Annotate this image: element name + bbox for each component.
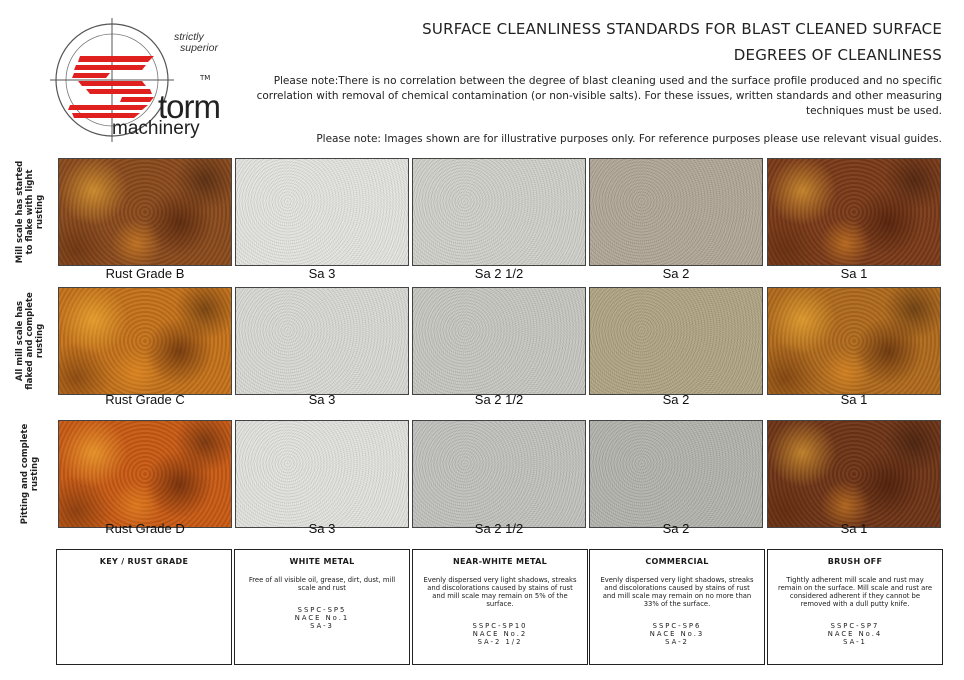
key-standards — [421, 622, 579, 646]
brand-tagline — [162, 32, 218, 54]
sa-grade-caption: Sa 1 — [840, 392, 868, 407]
standard-code: SA-3 — [310, 622, 334, 630]
correlation-note: Please note:There is no correlation between the degree of blast cleaning used and the surface profile produced and no specific correlation with removal of chemical contamination (or non-visible salts). For these issues, written standards and other measuring techniques must be used. — [256, 75, 942, 117]
surface-sample-image — [767, 287, 941, 395]
sa-grade-caption: Sa 2 — [662, 266, 690, 281]
brand-name-machinery: machinery — [112, 118, 200, 139]
key-box — [234, 549, 410, 665]
surface-sample-image — [412, 420, 586, 528]
trademark-mark: TM — [200, 74, 211, 82]
rust-grade-caption: Rust Grade D — [105, 521, 185, 536]
surface-sample-image — [235, 287, 409, 395]
standard-code: NACE No.4 — [827, 630, 883, 638]
sa-grade-caption: Sa 2 — [662, 521, 690, 536]
key-title: BRUSH OFF — [827, 557, 883, 566]
surface-sample-image — [589, 287, 763, 395]
page-title: SURFACE CLEANLINESS STANDARDS FOR BLAST CLEANED SURFACE — [422, 20, 942, 38]
standard-code: NACE No.3 — [649, 630, 705, 638]
surface-sample-image — [58, 420, 232, 528]
sa-grade-caption: Sa 3 — [308, 392, 336, 407]
key-description: Free of all visible oil, grease, dirt, dust, mill scale and rust — [248, 576, 396, 592]
key-box — [412, 549, 588, 665]
key-title: NEAR-WHITE METAL — [452, 557, 548, 566]
standard-code: NACE No.2 — [472, 630, 528, 638]
sa-grade-caption: Sa 3 — [308, 521, 336, 536]
key-title: COMMERCIAL — [645, 557, 709, 566]
key-standards — [776, 622, 934, 646]
tagline-line2: superior — [180, 42, 218, 54]
rust-grade-caption: Rust Grade B — [105, 266, 185, 281]
standard-code: SSPC-SP6 — [652, 622, 702, 630]
illustrative-note: Please note: Images shown are for illustrative purposes only. For reference purposes please use relevant visual guides. — [316, 133, 942, 145]
surface-sample-image — [589, 420, 763, 528]
key-description: Tightly adherent mill scale and rust may remain on the surface. Mill scale and rust are considered adherent if they cannot be removed with a dull putty knife. — [777, 576, 933, 608]
surface-sample-image — [235, 420, 409, 528]
standard-code: SA-2 1/2 — [477, 638, 523, 646]
row-side-label: Pitting and complete rusting — [20, 423, 40, 525]
surface-sample-image — [412, 158, 586, 266]
sa-grade-caption: Sa 3 — [308, 266, 336, 281]
surface-sample-image — [767, 158, 941, 266]
sa-grade-caption: Sa 2 — [662, 392, 690, 407]
surface-sample-image — [767, 420, 941, 528]
standard-code: SA-1 — [843, 638, 867, 646]
standard-code: SA-2 — [665, 638, 689, 646]
standard-code: SSPC-SP5 — [297, 606, 347, 614]
rust-grade-caption: Rust Grade C — [105, 392, 185, 407]
surface-sample-image — [235, 158, 409, 266]
storm-machinery-logo — [50, 18, 230, 146]
row-side-label: Mill scale has started to flake with light rusting — [15, 160, 45, 264]
key-title: KEY / RUST GRADE — [99, 557, 189, 566]
key-description: Evenly dispersed very light shadows, streaks and discolorations caused by stains of rust and mill scale may remain on 5% of the surface. — [423, 576, 577, 608]
key-standards — [243, 606, 401, 630]
sa-grade-caption: Sa 1 — [840, 521, 868, 536]
key-standards — [598, 622, 756, 646]
brand-name-storm: torm — [158, 88, 220, 125]
key-box — [56, 549, 232, 665]
surface-sample-image — [412, 287, 586, 395]
page-subtitle: DEGREES OF CLEANLINESS — [733, 46, 942, 64]
sa-grade-caption: Sa 2 1/2 — [474, 392, 524, 407]
key-description: Evenly dispersed very light shadows, streaks and discolorations caused by stains of rust and mill scale may remain on no more than 33% of the surface. — [600, 576, 754, 608]
tagline-line1: strictly — [174, 31, 204, 43]
sa-grade-caption: Sa 2 1/2 — [474, 266, 524, 281]
surface-sample-image — [589, 158, 763, 266]
surface-sample-image — [58, 287, 232, 395]
standard-code: SSPC-SP10 — [472, 622, 528, 630]
standard-code: NACE No.1 — [294, 614, 350, 622]
row-side-label: All mill scale has flaked and complete rusting — [15, 292, 45, 390]
key-box — [767, 549, 943, 665]
sa-grade-caption: Sa 1 — [840, 266, 868, 281]
key-title: WHITE METAL — [289, 557, 355, 566]
key-box — [589, 549, 765, 665]
sa-grade-caption: Sa 2 1/2 — [474, 521, 524, 536]
standard-code: SSPC-SP7 — [830, 622, 880, 630]
surface-sample-image — [58, 158, 232, 266]
